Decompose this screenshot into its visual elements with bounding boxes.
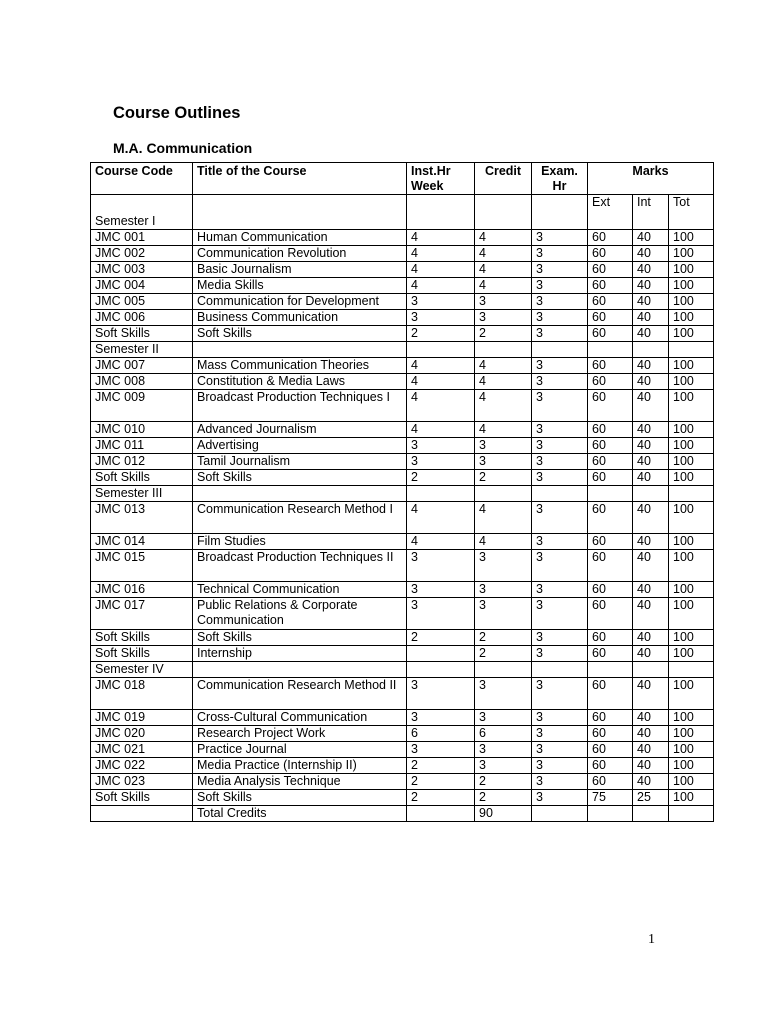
marks-ext: 60 (588, 774, 633, 790)
marks-ext: 60 (588, 678, 633, 710)
inst-hr: 3 (407, 438, 475, 454)
inst-hr: 4 (407, 246, 475, 262)
course-row (91, 358, 714, 374)
semester-row (91, 342, 714, 358)
marks-int: 40 (633, 582, 669, 598)
course-title: Media Practice (Internship II) (193, 758, 407, 774)
semester-label: Semester III (91, 486, 193, 502)
page-number: 1 (648, 932, 655, 947)
credit: 4 (475, 534, 532, 550)
inst-hr (407, 646, 475, 662)
header-tot: Tot (669, 195, 714, 230)
course-title: Broadcast Production Techniques I (193, 390, 407, 422)
exam-hr: 3 (532, 374, 588, 390)
header-course-code: Course Code (91, 163, 193, 195)
marks-tot: 100 (669, 294, 714, 310)
course-title: Communication Revolution (193, 246, 407, 262)
course-title: Tamil Journalism (193, 454, 407, 470)
header-credit: Credit (475, 163, 532, 195)
course-title: Communication Research Method II (193, 678, 407, 710)
course-title: Business Communication (193, 310, 407, 326)
exam-hr: 3 (532, 630, 588, 646)
exam-hr: 3 (532, 326, 588, 342)
course-row (91, 758, 714, 774)
course-row (91, 646, 714, 662)
credit: 3 (475, 742, 532, 758)
marks-ext: 60 (588, 534, 633, 550)
inst-hr: 4 (407, 502, 475, 534)
course-code: JMC 013 (91, 502, 193, 534)
course-row (91, 582, 714, 598)
course-row (91, 470, 714, 486)
header-int: Int (633, 195, 669, 230)
course-code: JMC 007 (91, 358, 193, 374)
marks-ext: 60 (588, 710, 633, 726)
exam-hr: 3 (532, 246, 588, 262)
exam-hr: 3 (532, 790, 588, 806)
marks-ext: 60 (588, 422, 633, 438)
course-row (91, 310, 714, 326)
course-code: JMC 012 (91, 454, 193, 470)
marks-tot: 100 (669, 470, 714, 486)
marks-tot: 100 (669, 502, 714, 534)
marks-ext: 60 (588, 470, 633, 486)
course-row (91, 390, 714, 422)
marks-tot: 100 (669, 790, 714, 806)
marks-int: 40 (633, 422, 669, 438)
inst-hr: 4 (407, 422, 475, 438)
total-label: Total Credits (193, 806, 407, 822)
header-ext: Ext (588, 195, 633, 230)
inst-hr: 4 (407, 374, 475, 390)
course-row (91, 534, 714, 550)
course-title: Film Studies (193, 534, 407, 550)
marks-int: 40 (633, 454, 669, 470)
course-title: Soft Skills (193, 470, 407, 486)
marks-int: 40 (633, 310, 669, 326)
marks-ext: 60 (588, 390, 633, 422)
course-row (91, 502, 714, 534)
course-code: JMC 003 (91, 262, 193, 278)
inst-hr: 4 (407, 390, 475, 422)
course-row (91, 278, 714, 294)
header-inst-hr-week: Inst.Hr Week (407, 163, 475, 195)
course-row (91, 726, 714, 742)
credit: 3 (475, 454, 532, 470)
course-title: Broadcast Production Techniques II (193, 550, 407, 582)
exam-hr: 3 (532, 582, 588, 598)
credit: 3 (475, 310, 532, 326)
course-code: JMC 016 (91, 582, 193, 598)
marks-ext: 60 (588, 758, 633, 774)
course-row (91, 422, 714, 438)
course-code: JMC 004 (91, 278, 193, 294)
credit: 3 (475, 758, 532, 774)
credit: 2 (475, 326, 532, 342)
course-code: JMC 009 (91, 390, 193, 422)
course-code: JMC 015 (91, 550, 193, 582)
inst-hr: 4 (407, 278, 475, 294)
marks-int: 40 (633, 774, 669, 790)
marks-tot: 100 (669, 710, 714, 726)
course-row (91, 262, 714, 278)
credit: 3 (475, 678, 532, 710)
marks-tot: 100 (669, 262, 714, 278)
header-row (91, 163, 714, 195)
credit: 4 (475, 374, 532, 390)
marks-ext: 60 (588, 726, 633, 742)
marks-int: 40 (633, 262, 669, 278)
credit: 6 (475, 726, 532, 742)
inst-hr: 6 (407, 726, 475, 742)
marks-ext: 60 (588, 582, 633, 598)
marks-int: 40 (633, 358, 669, 374)
semester-row (91, 662, 714, 678)
marks-tot: 100 (669, 438, 714, 454)
marks-int: 40 (633, 326, 669, 342)
exam-hr: 3 (532, 534, 588, 550)
marks-ext: 60 (588, 374, 633, 390)
course-title: Soft Skills (193, 790, 407, 806)
marks-ext: 60 (588, 550, 633, 582)
course-code: JMC 017 (91, 598, 193, 630)
inst-hr: 4 (407, 262, 475, 278)
marks-int: 40 (633, 294, 669, 310)
course-row (91, 326, 714, 342)
marks-ext: 60 (588, 326, 633, 342)
inst-hr: 4 (407, 358, 475, 374)
course-row (91, 294, 714, 310)
course-code: JMC 002 (91, 246, 193, 262)
marks-tot: 100 (669, 582, 714, 598)
exam-hr: 3 (532, 758, 588, 774)
marks-tot: 100 (669, 598, 714, 630)
inst-hr: 2 (407, 470, 475, 486)
header-marks: Marks (588, 163, 714, 195)
marks-ext: 60 (588, 230, 633, 246)
credit: 3 (475, 582, 532, 598)
marks-ext: 60 (588, 502, 633, 534)
course-code: Soft Skills (91, 470, 193, 486)
credit: 2 (475, 470, 532, 486)
course-code: Soft Skills (91, 326, 193, 342)
course-row (91, 678, 714, 710)
exam-hr: 3 (532, 278, 588, 294)
inst-hr: 2 (407, 774, 475, 790)
credit: 4 (475, 230, 532, 246)
credit: 4 (475, 262, 532, 278)
marks-int: 40 (633, 246, 669, 262)
course-title: Basic Journalism (193, 262, 407, 278)
exam-hr: 3 (532, 230, 588, 246)
marks-int: 40 (633, 278, 669, 294)
marks-int: 40 (633, 742, 669, 758)
exam-hr: 3 (532, 774, 588, 790)
inst-hr: 3 (407, 310, 475, 326)
marks-ext: 60 (588, 646, 633, 662)
semester-header-row (91, 195, 714, 230)
marks-ext: 60 (588, 278, 633, 294)
marks-ext: 60 (588, 438, 633, 454)
course-row (91, 454, 714, 470)
course-title: Advertising (193, 438, 407, 454)
course-row (91, 790, 714, 806)
course-row (91, 374, 714, 390)
credit: 2 (475, 790, 532, 806)
marks-ext: 60 (588, 454, 633, 470)
course-title: Cross-Cultural Communication (193, 710, 407, 726)
course-code: JMC 022 (91, 758, 193, 774)
inst-hr: 2 (407, 326, 475, 342)
course-title: Research Project Work (193, 726, 407, 742)
marks-ext: 60 (588, 294, 633, 310)
marks-tot: 100 (669, 534, 714, 550)
marks-int: 40 (633, 470, 669, 486)
inst-hr: 3 (407, 294, 475, 310)
exam-hr: 3 (532, 358, 588, 374)
marks-int: 40 (633, 438, 669, 454)
course-code: JMC 023 (91, 774, 193, 790)
exam-hr: 3 (532, 550, 588, 582)
course-code: JMC 021 (91, 742, 193, 758)
course-code: JMC 005 (91, 294, 193, 310)
inst-hr: 2 (407, 630, 475, 646)
course-title: Soft Skills (193, 326, 407, 342)
total-credit: 90 (475, 806, 532, 822)
inst-hr: 3 (407, 742, 475, 758)
marks-ext: 60 (588, 310, 633, 326)
credit: 4 (475, 246, 532, 262)
course-code: JMC 020 (91, 726, 193, 742)
exam-hr: 3 (532, 598, 588, 630)
marks-tot: 100 (669, 310, 714, 326)
course-code: JMC 011 (91, 438, 193, 454)
marks-ext: 75 (588, 790, 633, 806)
marks-ext: 60 (588, 358, 633, 374)
course-code: JMC 006 (91, 310, 193, 326)
marks-int: 40 (633, 758, 669, 774)
marks-int: 40 (633, 646, 669, 662)
exam-hr: 3 (532, 470, 588, 486)
marks-tot: 100 (669, 326, 714, 342)
exam-hr: 3 (532, 726, 588, 742)
credit: 4 (475, 278, 532, 294)
header-exam-hr: Exam. Hr (532, 163, 588, 195)
marks-int: 40 (633, 374, 669, 390)
semester-label: Semester II (91, 342, 193, 358)
course-row (91, 246, 714, 262)
course-title: Communication for Development (193, 294, 407, 310)
credit: 3 (475, 294, 532, 310)
marks-int: 40 (633, 390, 669, 422)
inst-hr: 3 (407, 582, 475, 598)
course-row (91, 774, 714, 790)
credit: 2 (475, 646, 532, 662)
marks-tot: 100 (669, 422, 714, 438)
marks-tot: 100 (669, 630, 714, 646)
marks-tot: 100 (669, 678, 714, 710)
credit: 4 (475, 422, 532, 438)
inst-hr: 2 (407, 790, 475, 806)
marks-tot: 100 (669, 390, 714, 422)
course-title: Practice Journal (193, 742, 407, 758)
credit: 4 (475, 502, 532, 534)
credit: 3 (475, 710, 532, 726)
course-row (91, 230, 714, 246)
exam-hr: 3 (532, 742, 588, 758)
marks-int: 40 (633, 534, 669, 550)
marks-int: 40 (633, 230, 669, 246)
exam-hr: 3 (532, 294, 588, 310)
inst-hr: 4 (407, 230, 475, 246)
inst-hr: 3 (407, 598, 475, 630)
course-row (91, 550, 714, 582)
credit: 2 (475, 630, 532, 646)
marks-ext: 60 (588, 630, 633, 646)
course-title: Mass Communication Theories (193, 358, 407, 374)
marks-ext: 60 (588, 742, 633, 758)
inst-hr: 2 (407, 758, 475, 774)
exam-hr: 3 (532, 502, 588, 534)
marks-tot: 100 (669, 374, 714, 390)
exam-hr: 3 (532, 310, 588, 326)
inst-hr: 3 (407, 710, 475, 726)
credit: 4 (475, 390, 532, 422)
course-code: Soft Skills (91, 630, 193, 646)
marks-ext: 60 (588, 598, 633, 630)
course-outline-table (90, 162, 714, 822)
exam-hr: 3 (532, 454, 588, 470)
course-row (91, 630, 714, 646)
marks-tot: 100 (669, 726, 714, 742)
marks-tot: 100 (669, 358, 714, 374)
course-code: Soft Skills (91, 790, 193, 806)
exam-hr: 3 (532, 438, 588, 454)
semester-label: Semester I (91, 195, 193, 230)
credit: 3 (475, 550, 532, 582)
marks-tot: 100 (669, 758, 714, 774)
credit: 3 (475, 438, 532, 454)
course-row (91, 710, 714, 726)
course-title: Soft Skills (193, 630, 407, 646)
marks-int: 40 (633, 630, 669, 646)
program-subtitle: M.A. Communication (113, 140, 253, 156)
marks-tot: 100 (669, 278, 714, 294)
exam-hr: 3 (532, 390, 588, 422)
marks-int: 40 (633, 502, 669, 534)
semester-label: Semester IV (91, 662, 193, 678)
course-title: Technical Communication (193, 582, 407, 598)
course-title: Constitution & Media Laws (193, 374, 407, 390)
total-row (91, 806, 714, 822)
course-title: Public Relations & Corporate Communication (193, 598, 407, 630)
marks-tot: 100 (669, 550, 714, 582)
inst-hr: 4 (407, 534, 475, 550)
credit: 4 (475, 358, 532, 374)
course-title: Media Skills (193, 278, 407, 294)
course-code: JMC 010 (91, 422, 193, 438)
marks-int: 40 (633, 550, 669, 582)
marks-int: 40 (633, 678, 669, 710)
course-code: JMC 018 (91, 678, 193, 710)
course-row (91, 438, 714, 454)
exam-hr: 3 (532, 678, 588, 710)
course-code: JMC 001 (91, 230, 193, 246)
exam-hr: 3 (532, 422, 588, 438)
inst-hr: 3 (407, 454, 475, 470)
marks-tot: 100 (669, 230, 714, 246)
course-row (91, 598, 714, 630)
course-title: Advanced Journalism (193, 422, 407, 438)
course-title: Media Analysis Technique (193, 774, 407, 790)
marks-tot: 100 (669, 246, 714, 262)
marks-ext: 60 (588, 262, 633, 278)
course-code: JMC 014 (91, 534, 193, 550)
credit: 3 (475, 598, 532, 630)
course-code: JMC 008 (91, 374, 193, 390)
course-row (91, 742, 714, 758)
course-code: JMC 019 (91, 710, 193, 726)
header-course-title: Title of the Course (193, 163, 407, 195)
marks-int: 40 (633, 598, 669, 630)
marks-tot: 100 (669, 646, 714, 662)
marks-int: 40 (633, 710, 669, 726)
credit: 2 (475, 774, 532, 790)
exam-hr: 3 (532, 646, 588, 662)
marks-tot: 100 (669, 774, 714, 790)
page-title: Course Outlines (113, 104, 241, 122)
marks-int: 40 (633, 726, 669, 742)
inst-hr: 3 (407, 678, 475, 710)
inst-hr: 3 (407, 550, 475, 582)
marks-tot: 100 (669, 454, 714, 470)
course-title: Human Communication (193, 230, 407, 246)
course-title: Internship (193, 646, 407, 662)
course-code: Soft Skills (91, 646, 193, 662)
marks-int: 25 (633, 790, 669, 806)
marks-ext: 60 (588, 246, 633, 262)
marks-tot: 100 (669, 742, 714, 758)
exam-hr: 3 (532, 262, 588, 278)
course-rows (91, 230, 714, 806)
course-title: Communication Research Method I (193, 502, 407, 534)
exam-hr: 3 (532, 710, 588, 726)
semester-row (91, 486, 714, 502)
